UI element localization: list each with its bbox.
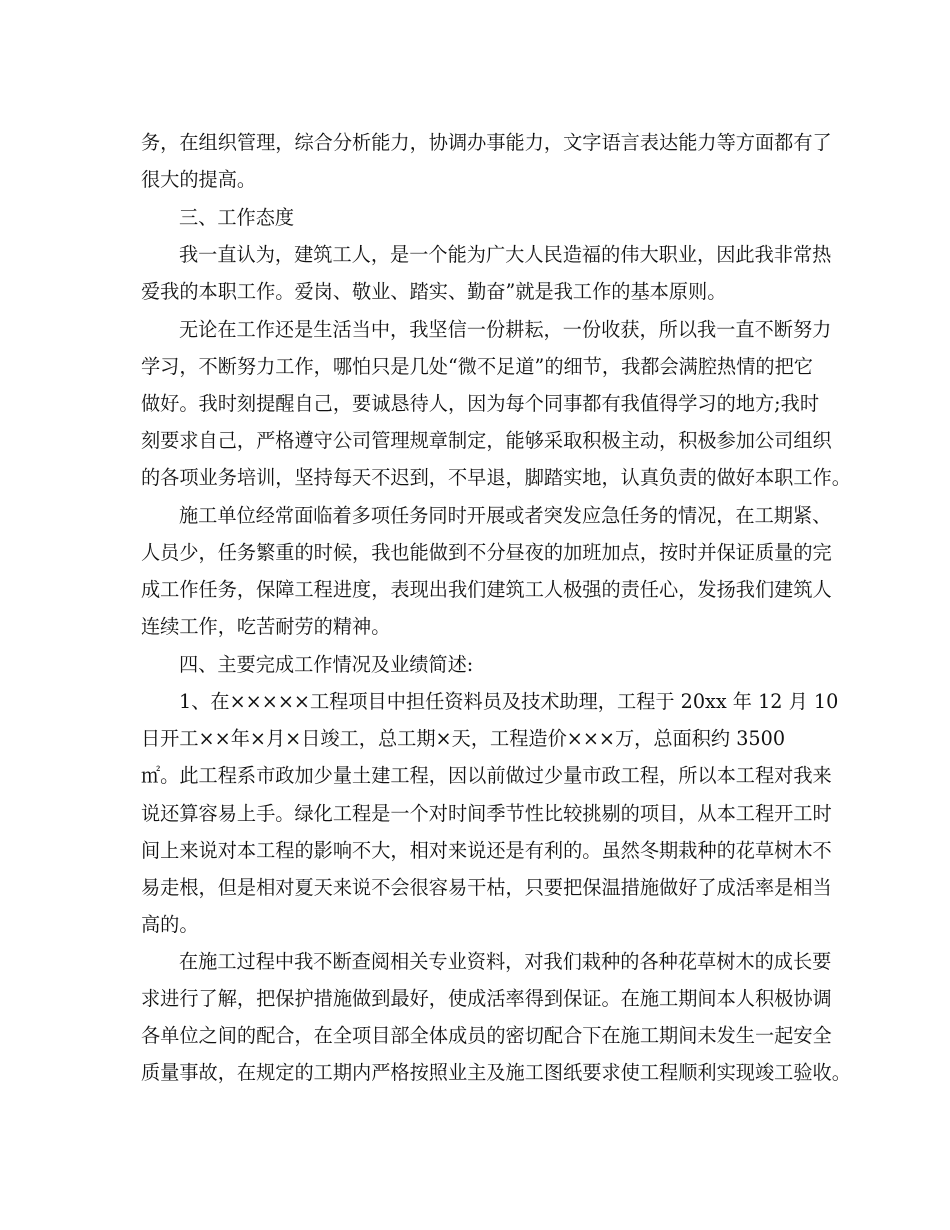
text-line: 爱我的本职工作。爱岗、敬业、踏实、勤奋”就是我工作的基本原则。: [141, 280, 727, 303]
text-line: 日开工××年×月×日竣工，总工期×天，工程造价×××万，总面积约 3500: [141, 727, 786, 750]
text-line: 务，在组织管理，综合分析能力，协调办事能力，文字语言表达能力等方面都有了: [141, 131, 832, 154]
text-line: 各单位之间的配合，在全项目部全体成员的密切配合下在施工期间未发生一起安全: [141, 1024, 832, 1047]
text-line: 我一直认为，建筑工人，是一个能为广大人民造福的伟大职业，因此我非常热: [179, 243, 832, 266]
text-line: 间上来说对本工程的影响不大，相对来说还是有利的。虽然冬期栽种的花草树木不: [141, 839, 832, 862]
text-line: 高的。: [141, 913, 199, 936]
text-line: 刻要求自己，严格遵守公司管理规章制定，能够采取积极主动，积极参加公司组织: [141, 429, 832, 452]
text-line: 连续工作，吃苦耐劳的精神。: [141, 615, 391, 638]
section-heading: 三、工作态度: [179, 206, 295, 229]
text-line: 人员少，任务繁重的时候，我也能做到不分昼夜的加班加点，按时并保证质量的完: [141, 541, 832, 564]
text-line: 施工单位经常面临着多项任务同时开展或者突发应急任务的情况，在工期紧、: [179, 504, 832, 527]
text-line: 成工作任务，保障工程进度，表现出我们建筑工人极强的责任心，发扬我们建筑人: [141, 578, 832, 601]
text-line: 求进行了解，把保护措施做到最好，使成活率得到保证。在施工期间本人积极协调: [141, 987, 832, 1010]
text-line: 1、在×××××工程项目中担任资料员及技术助理，工程于 20xx 年 12 月 10: [179, 690, 839, 713]
section-heading: 四、主要完成工作情况及业绩简述:: [179, 653, 474, 676]
text-line: ㎡。此工程系市政加少量土建工程，因以前做过少量市政工程，所以本工程对我来: [141, 764, 832, 787]
text-line: 易走根，但是相对夏天来说不会很容易干枯，只要把保温措施做好了成活率是相当: [141, 876, 832, 899]
text-line: 做好。我时刻提醒自己，要诚恳待人，因为每个同事都有我值得学习的地方;我时: [141, 392, 820, 415]
text-line: 学习，不断努力工作，哪怕只是几处“微不足道”的细节，我都会满腔热情的把它: [141, 355, 813, 378]
text-line: 在施工过程中我不断查阅相关专业资料，对我们栽种的各种花草树木的成长要: [179, 950, 832, 973]
text-line: 很大的提高。: [141, 168, 257, 191]
text-line: 质量事故，在规定的工期内严格按照业主及施工图纸要求使工程顺利实现竣工验收。: [141, 1061, 851, 1084]
text-line: 的各项业务培训，坚持每天不迟到，不早退，脚踏实地，认真负责的做好本职工作。: [141, 466, 851, 489]
text-line: 无论在工作还是生活当中，我坚信一份耕耘，一份收获，所以我一直不断努力: [179, 318, 832, 341]
text-line: 说还算容易上手。绿化工程是一个对时间季节性比较挑剔的项目，从本工程开工时: [141, 802, 832, 825]
